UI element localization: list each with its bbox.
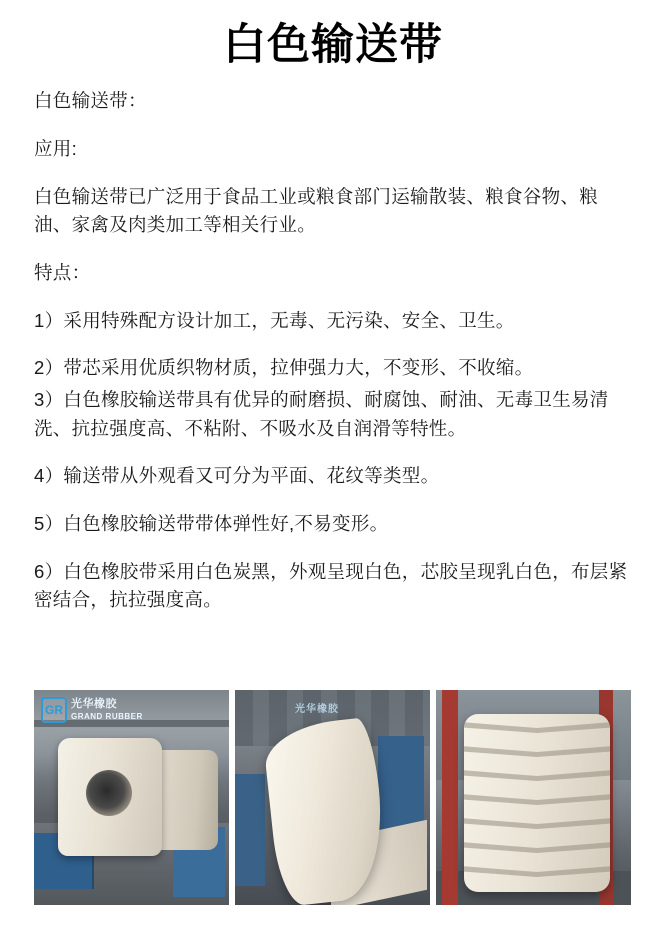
document-page — [0, 22, 666, 952]
paragraph-feature-5: 5）白色橡胶输送带带体弹性好,不易变形。 — [34, 513, 389, 535]
watermark-brand-cn: 光华橡胶 — [295, 704, 339, 715]
photo3-post-left — [442, 690, 458, 905]
photo-chevron-pattern-belt — [436, 690, 631, 905]
watermark-mark: GR — [41, 697, 67, 723]
watermark-logo — [41, 697, 143, 723]
paragraph-feature-3: 3）白色橡胶输送带具有优异的耐磨损、耐腐蚀、耐油、无毒卫生易清洗、抗拉强度高、不粘附、不吸水及自润滑等特性。 — [34, 389, 609, 439]
product-photo-gallery — [34, 690, 632, 905]
photo2-machine-frame-left — [235, 774, 265, 886]
paragraph-feature-2: 2）带芯采用优质织物材质，拉伸强力大，不变形、不收缩。 — [34, 357, 534, 379]
photo3-chevron-roll — [464, 714, 610, 892]
page-title: 白色输送带 — [223, 21, 443, 69]
photo-belt-sheet-curve — [235, 690, 430, 905]
watermark-text — [71, 698, 143, 722]
paragraph-feature-1: 1）采用特殊配方设计加工，无毒、无污染、安全、卫生。 — [34, 309, 515, 331]
photo1-belt-roll — [58, 738, 162, 856]
photo-white-belt-roll — [34, 690, 229, 905]
watermark-brand-en: GRAND RUBBER — [71, 711, 143, 721]
paragraph-application-body: 白色输送带已广泛用于食品工业或粮食部门运输散装、粮食谷物、粮油、家禽及肉类加工等相关行业。 — [34, 185, 599, 236]
paragraph-intro: 白色输送带： — [34, 90, 147, 112]
paragraph-application-heading: 应用: — [34, 137, 78, 159]
paragraph-feature-6: 6）白色橡胶带采用白色炭黑，外观呈现白色，芯胶呈现乳白色，布层紧密结合，抗拉强度高。 — [34, 560, 628, 611]
paragraph-feature-4: 4）输送带从外观看又可分为平面、花纹等类型。 — [34, 465, 440, 487]
paragraph-features-heading: 特点： — [34, 261, 91, 283]
watermark-brand-cn: 光华橡胶 — [71, 698, 117, 711]
